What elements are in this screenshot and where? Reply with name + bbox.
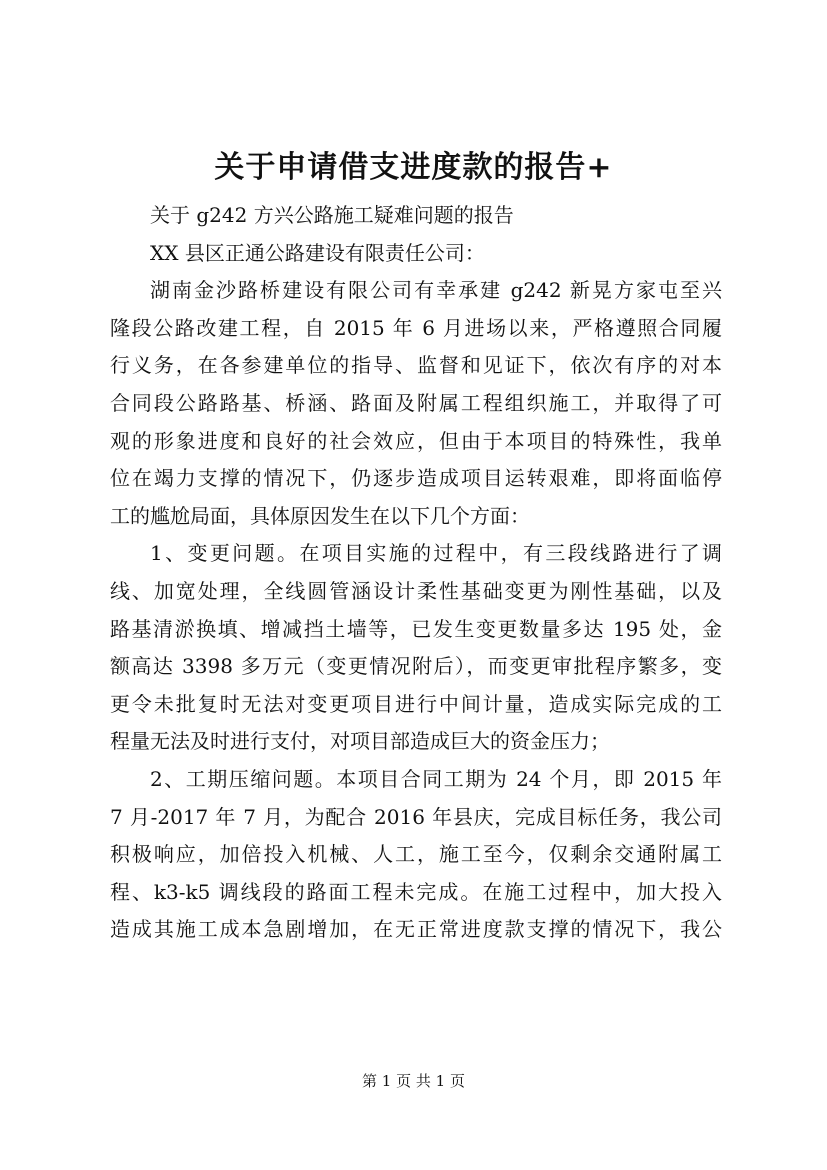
text-line: 位在竭力支撑的情况下，仍逐步造成项目运转艰难，即将面临停 xyxy=(110,466,722,491)
text-line: 2、工期压缩问题。本项目合同工期为 24 个月，即 2015 年 xyxy=(150,766,722,791)
text-line: 合同段公路路基、桥涵、路面及附属工程组织施工，并取得了可 xyxy=(110,390,722,415)
text-line: XX 县区正通公路建设有限责任公司： xyxy=(150,240,485,265)
page-footer: 第 1 页 共 1 页 xyxy=(362,1072,465,1090)
text-line: 造成其施工成本急剧增加，在无正常进度款支撑的情况下，我公 xyxy=(110,917,722,942)
text-line: 湖南金沙路桥建设有限公司有幸承建 g242 新晃方家屯至兴 xyxy=(150,278,722,303)
text-line: 观的形象进度和良好的社会效应，但由于本项目的特殊性，我单 xyxy=(110,428,722,453)
text-line: 7 月-2017 年 7 月，为配合 2016 年县庆，完成目标任务，我公司 xyxy=(110,804,722,829)
text-line: 积极响应，加倍投入机械、人工，施工至今，仅剩余交通附属工 xyxy=(110,842,722,867)
text-line: 路基清淤换填、增减挡土墙等，已发生变更数量多达 195 处，金 xyxy=(110,616,722,641)
text-line: 程量无法及时进行支付，对项目部造成巨大的资金压力； xyxy=(110,729,610,754)
text-line: 额高达 3398 多万元（变更情况附后），而变更审批程序繁多，变 xyxy=(110,654,722,679)
text-line: 更令未批复时无法对变更项目进行中间计量，造成实际完成的工 xyxy=(110,691,722,716)
text-line: 1、变更问题。在项目实施的过程中，有三段线路进行了调 xyxy=(150,541,722,566)
document-body xyxy=(110,197,722,949)
text-line: 程、k3-k5 调线段的路面工程未完成。在施工过程中，加大投入 xyxy=(110,879,722,904)
document-title: 关于申请借支进度款的报告+ xyxy=(214,150,613,185)
text-line: 关于 g242 方兴公路施工疑难问题的报告 xyxy=(150,203,514,227)
text-line: 工的尴尬局面，具体原因发生在以下几个方面： xyxy=(110,503,530,528)
text-line: 线、加宽处理，全线圆管涵设计柔性基础变更为刚性基础，以及 xyxy=(110,578,722,603)
text-line: 行义务，在各参建单位的指导、监督和见证下，依次有序的对本 xyxy=(110,353,722,378)
text-line: 隆段公路改建工程，自 2015 年 6 月进场以来，严格遵照合同履 xyxy=(110,315,722,340)
